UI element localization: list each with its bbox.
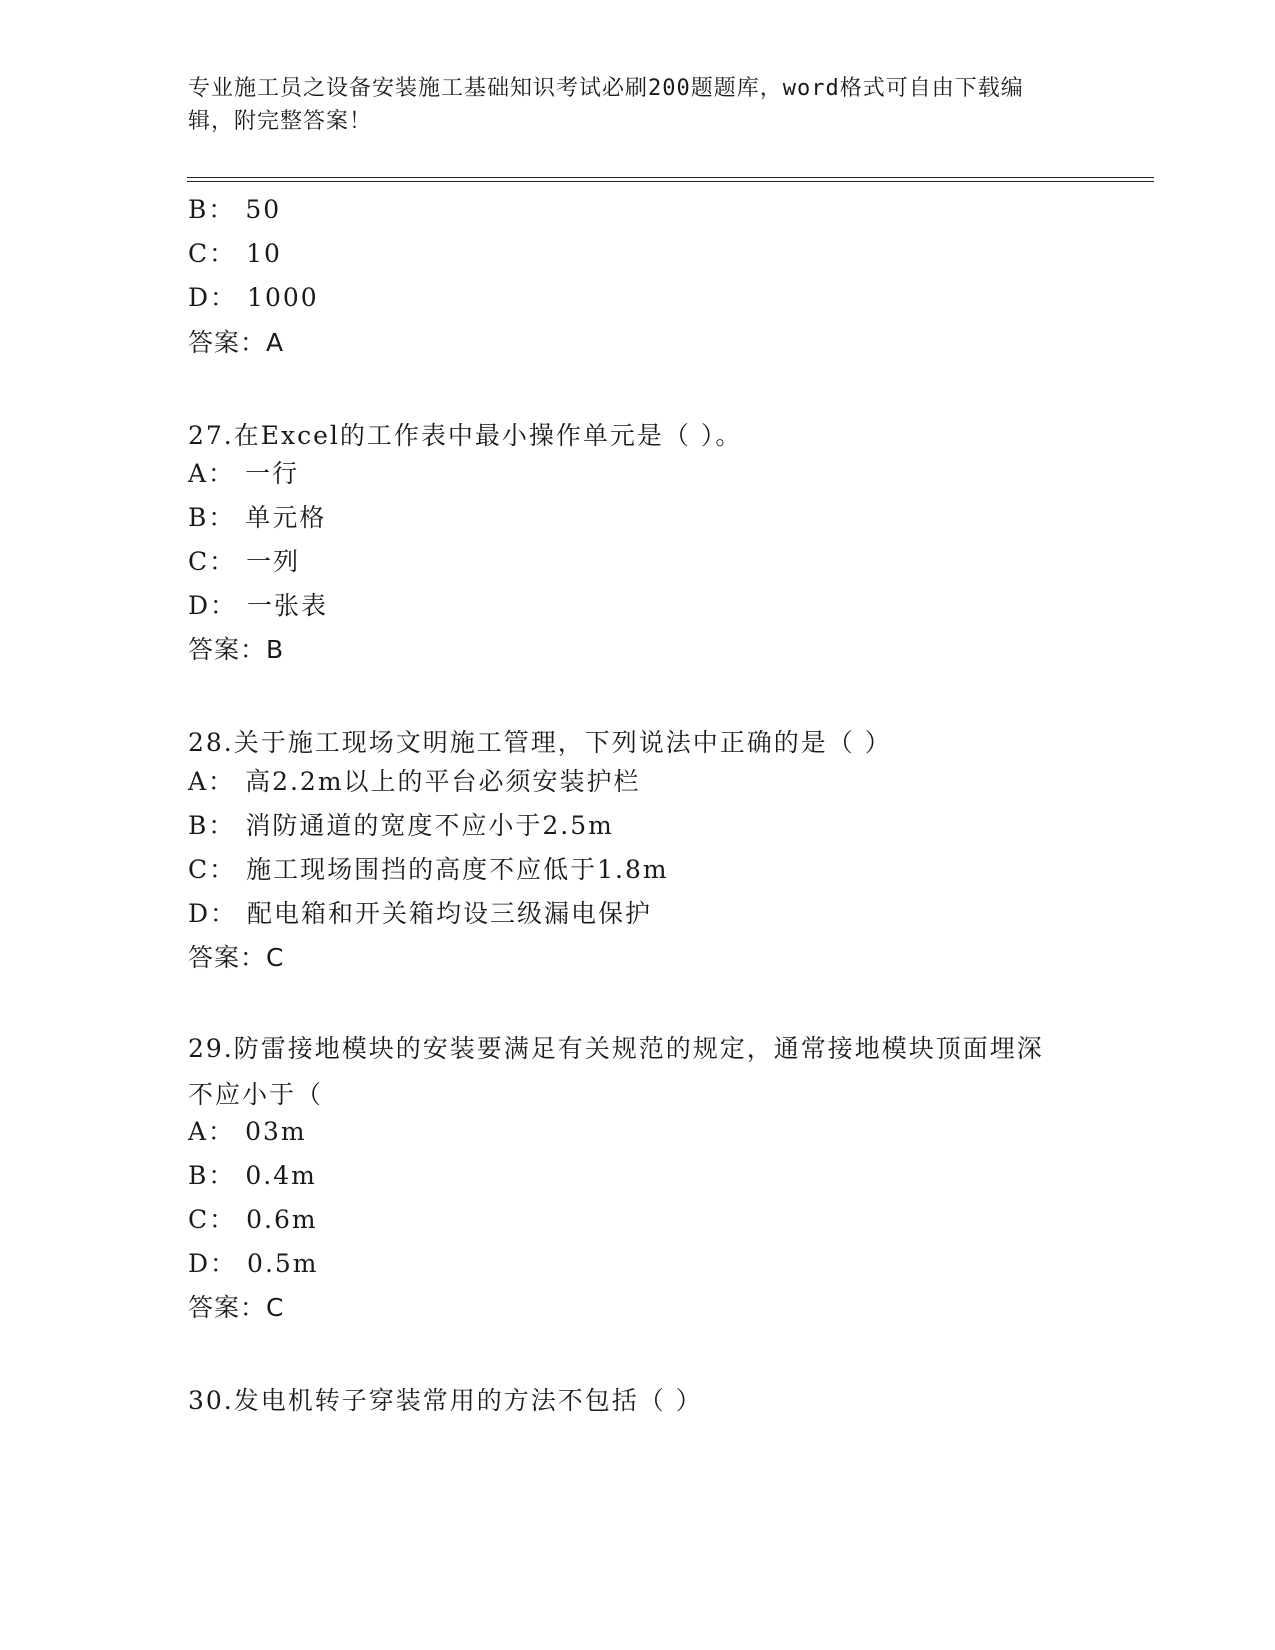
option-text: 配电箱和开关箱均设三级漏电保护	[247, 899, 653, 928]
answer: 答案：C	[188, 1293, 285, 1322]
question-stem: 29.防雷接地模块的安装要满足有关规范的规定，通常接地模块顶面埋深不应小于（	[188, 1034, 1044, 1109]
option-row	[188, 852, 669, 888]
header-divider-top	[187, 177, 1154, 178]
option-row	[188, 588, 328, 624]
option-label: A：	[188, 1117, 236, 1146]
option-text: 0.6m	[246, 1205, 318, 1234]
option-label: D：	[188, 1249, 238, 1278]
option-row	[188, 456, 299, 492]
option-label: B：	[188, 1161, 236, 1190]
option-label: B：	[188, 503, 236, 532]
option-label: C：	[188, 855, 237, 884]
option-label: C：	[188, 547, 237, 576]
option-text: 1000	[247, 283, 319, 312]
option-row	[188, 236, 282, 272]
option-text: 高2.2m以上的平台必须安装护栏	[245, 767, 641, 796]
answer: 答案：B	[188, 635, 285, 664]
option-row	[188, 764, 641, 800]
option-row	[188, 192, 281, 228]
option-label: B：	[188, 811, 236, 840]
option-label: D：	[188, 899, 238, 928]
question-stem: 30.发电机转子穿装常用的方法不包括（ ）	[188, 1386, 703, 1415]
document-header: 专业施工员之设备安装施工基础知识考试必刷200题题库，word格式可自由下载编辑，附完整答案！	[188, 76, 1024, 134]
option-label: A：	[188, 767, 236, 796]
header-divider-bottom	[187, 181, 1154, 182]
option-text: 施工现场围挡的高度不应低于1.8m	[246, 855, 669, 884]
option-label: D：	[188, 283, 238, 312]
option-text: 消防通道的宽度不应小于2.5m	[245, 811, 614, 840]
option-text: 0.5m	[247, 1249, 319, 1278]
answer: 答案：A	[188, 328, 285, 357]
option-text: 03m	[245, 1117, 307, 1146]
option-text: 单元格	[245, 503, 327, 532]
option-label: D：	[188, 591, 238, 620]
question-stem: 27.在Excel的工作表中最小操作单元是（ ）。	[188, 421, 743, 450]
option-row	[188, 896, 652, 932]
option-row	[188, 808, 614, 844]
option-text: 50	[245, 195, 282, 224]
option-text: 0.4m	[245, 1161, 317, 1190]
question-stem: 28.关于施工现场文明施工管理，下列说法中正确的是（ ）	[188, 728, 892, 757]
option-text: 一张表	[247, 591, 329, 620]
option-text: 10	[246, 239, 282, 268]
option-text: 一列	[246, 547, 301, 576]
option-row	[188, 1202, 318, 1238]
option-row	[188, 280, 319, 316]
option-label: B：	[188, 195, 236, 224]
option-row	[188, 1158, 317, 1194]
option-row	[188, 1114, 307, 1150]
option-label: C：	[188, 239, 237, 268]
option-row	[188, 544, 300, 580]
option-text: 一行	[245, 459, 300, 488]
option-label: C：	[188, 1205, 237, 1234]
option-label: A：	[188, 459, 236, 488]
option-row	[188, 1246, 319, 1282]
option-row	[188, 500, 326, 536]
answer: 答案：C	[188, 943, 285, 972]
